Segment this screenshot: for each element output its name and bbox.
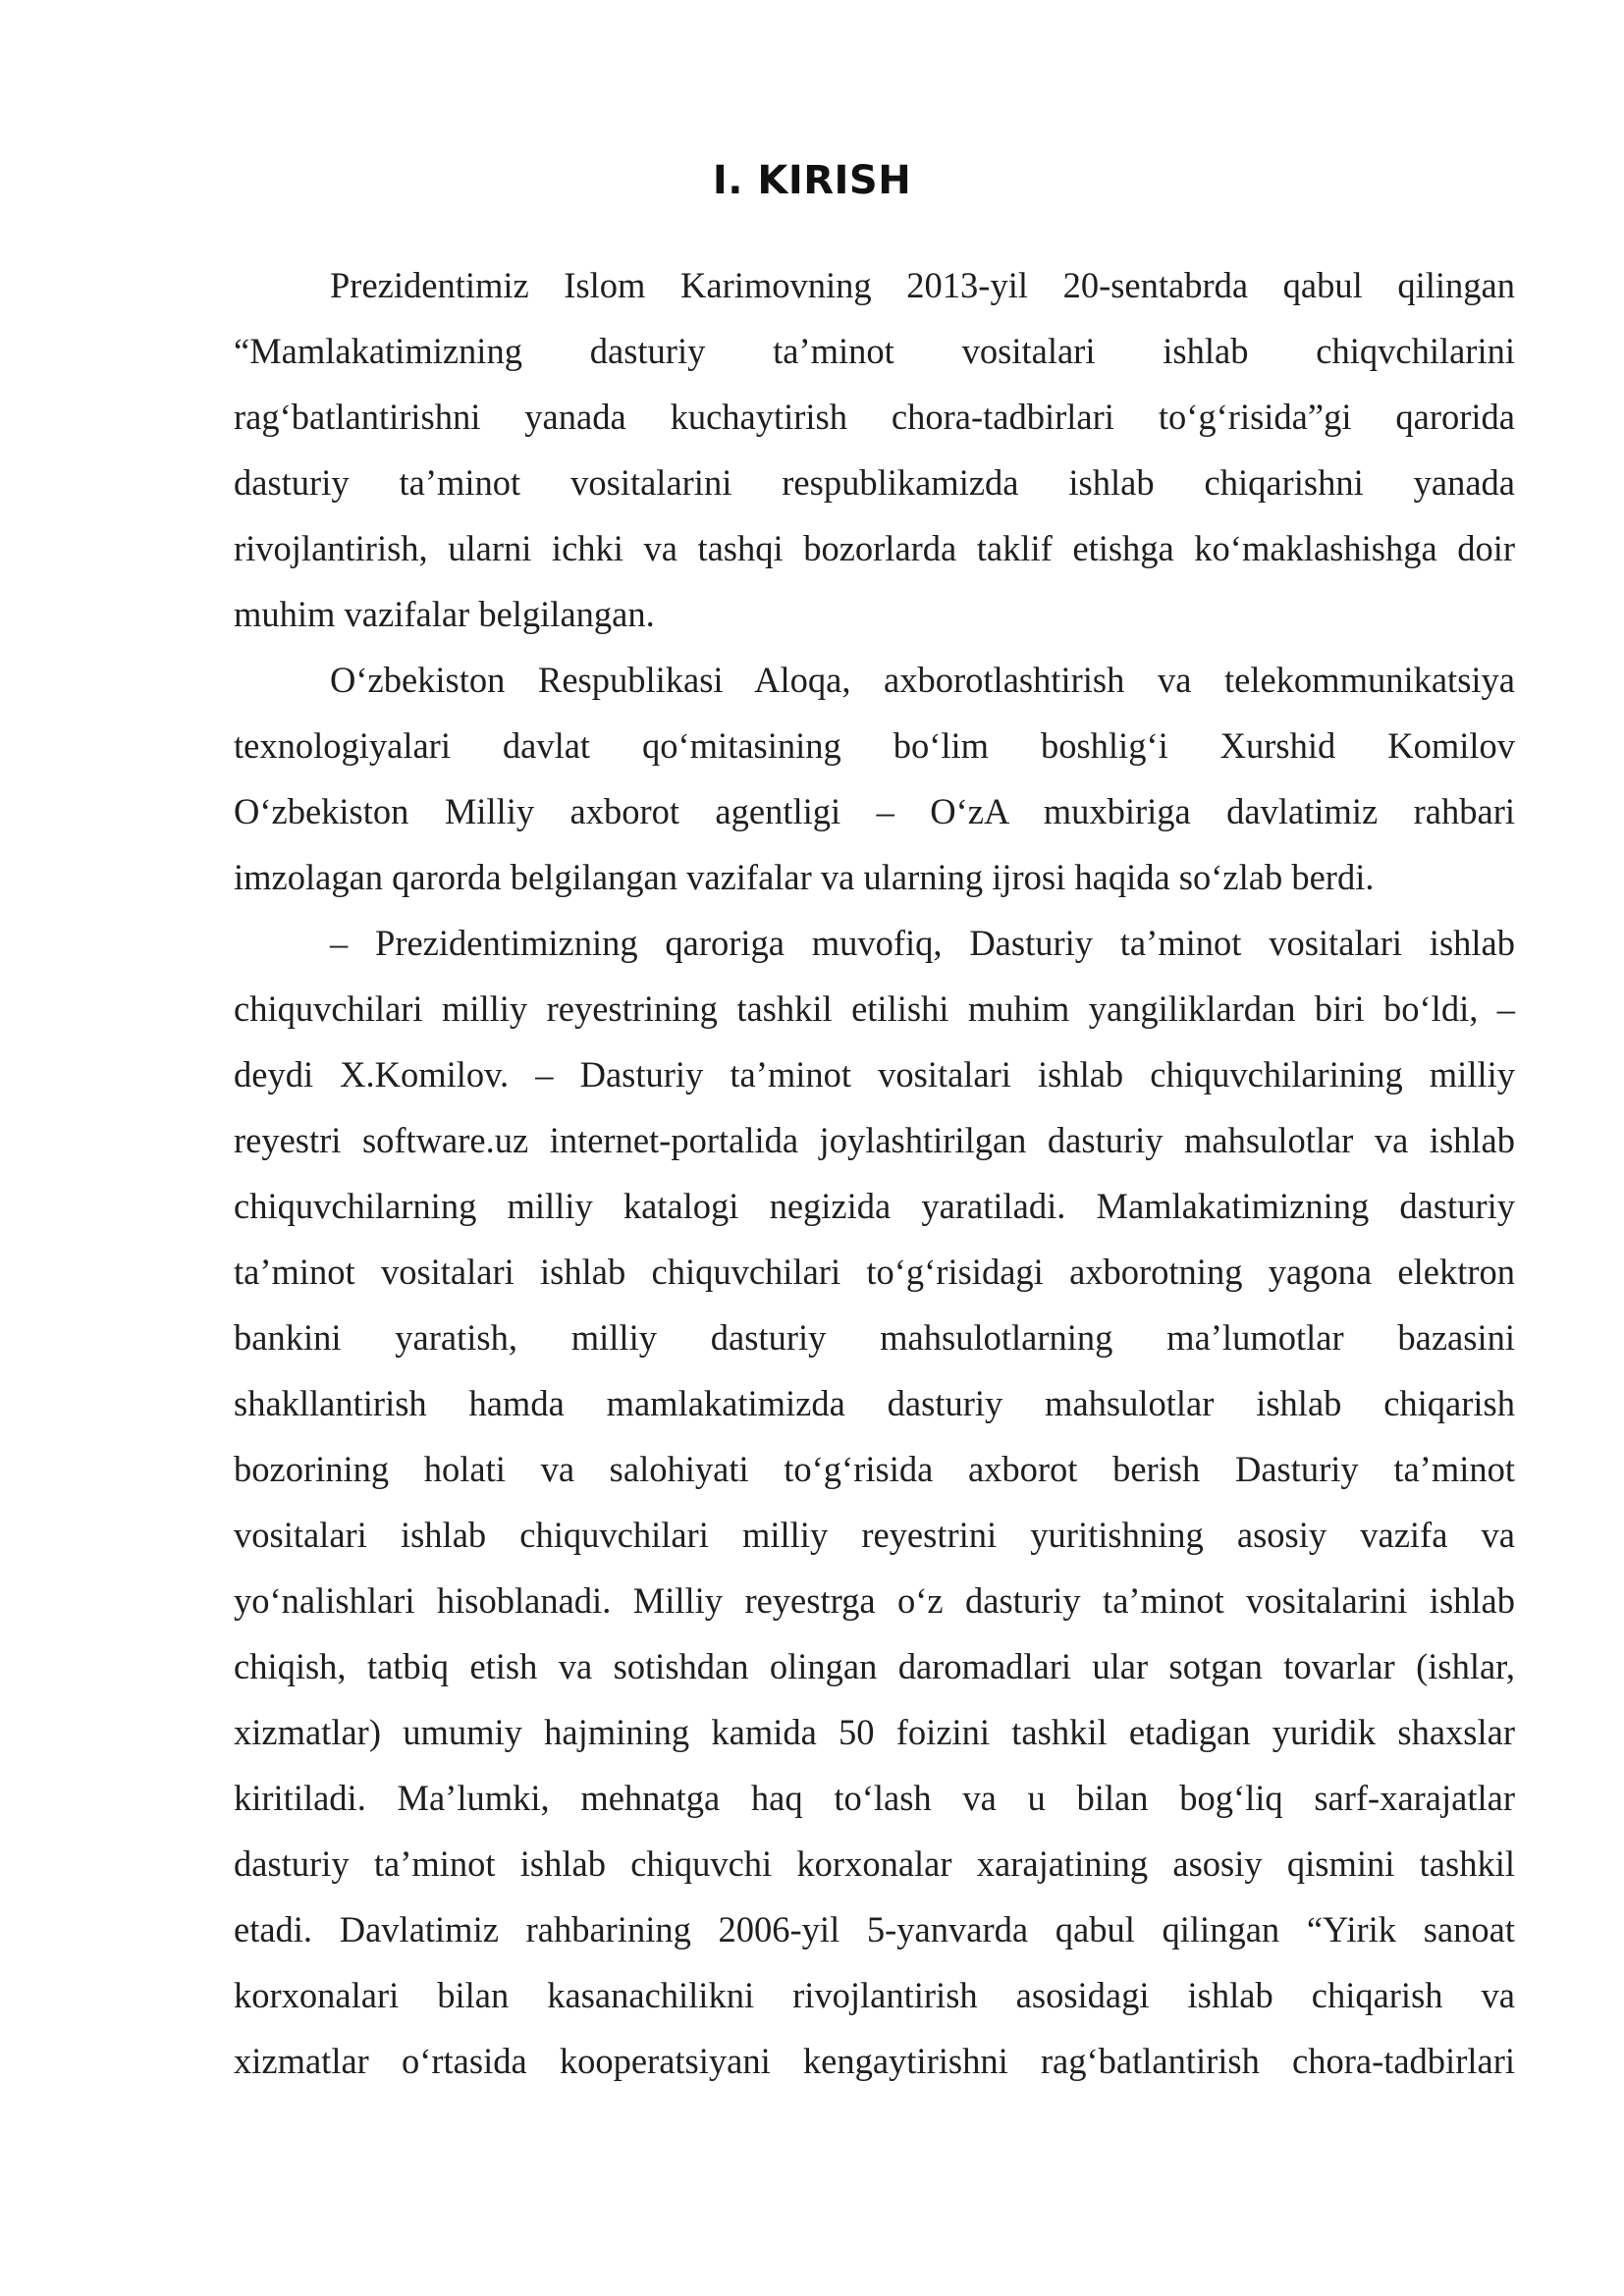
text-line: ta’minot vositalari ishlab chiquvchilari to‘g‘risidagi axborotning yagona elektron <box>234 1252 1515 1292</box>
text-line: rag‘batlantirishni yanada kuchaytirish chora-tadbirlari to‘g‘risida”gi qarorida <box>234 397 1515 437</box>
text-line: bankini yaratish, milliy dasturiy mahsulotlarning ma’lumotlar bazasini <box>234 1317 1515 1358</box>
text-line: imzolagan qarorda belgilangan vazifalar va ularning ijrosi haqida so‘zlab berdi. <box>234 857 1375 897</box>
text-line: O‘zbekiston Respublikasi Aloqa, axborotlashtirish va telekommunikatsiya <box>330 660 1515 700</box>
text-line: xizmatlar o‘rtasida kooperatsiyani kengaytirishni rag‘batlantirish chora-tadbirlari <box>234 2041 1515 2081</box>
text-line: kiritiladi. Ma’lumki, mehnatga haq to‘lash va u bilan bog‘liq sarf-xarajatlar <box>234 1778 1515 1818</box>
text-line: – Prezidentimizning qaroriga muvofiq, Dasturiy ta’minot vositalari ishlab <box>330 923 1515 963</box>
text-line: reyestri software.uz internet-portalida joylashtirilgan dasturiy mahsulotlar va ishlab <box>234 1120 1515 1160</box>
text-line: yo‘nalishlari hisoblanadi. Milliy reyestrga o‘z dasturiy ta’minot vositalarini ishlab <box>234 1580 1515 1621</box>
body-text <box>234 252 1515 2094</box>
text-line: chiqish, tatbiq etish va sotishdan olingan daromadlari ular sotgan tovarlar (ishlar, <box>234 1646 1515 1686</box>
text-line: dasturiy ta’minot ishlab chiquvchi korxonalar xarajatining asosiy qismini tashkil <box>234 1843 1515 1884</box>
text-line: dasturiy ta’minot vositalarini respublikamizda ishlab chiqarishni yanada <box>234 462 1515 503</box>
section-heading: I. KIRISH <box>712 158 912 203</box>
text-line: bozorining holati va salohiyati to‘g‘risida axborot berish Dasturiy ta’minot <box>234 1449 1515 1489</box>
text-line: rivojlantirish, ularni ichki va tashqi bozorlarda taklif etishga ko‘maklashishga doir <box>234 528 1515 568</box>
text-line: O‘zbekiston Milliy axborot agentligi – O‘zA muxbiriga davlatimiz rahbari <box>234 791 1515 831</box>
text-line: Prezidentimiz Islom Karimovning 2013-yil 20-sentabrda qabul qilingan <box>330 265 1515 305</box>
text-line: deydi X.Komilov. – Dasturiy ta’minot vositalari ishlab chiquvchilarining milliy <box>234 1054 1515 1095</box>
text-line: “Mamlakatimizning dasturiy ta’minot vositalari ishlab chiqvchilarini <box>234 331 1515 371</box>
text-line: chiquvchilari milliy reyestrining tashkil etilishi muhim yangiliklardan biri bo‘ldi, – <box>234 988 1515 1029</box>
text-line: etadi. Davlatimiz rahbarining 2006-yil 5-yanvarda qabul qilingan “Yirik sanoat <box>234 1909 1515 1949</box>
text-line: shakllantirish hamda mamlakatimizda dasturiy mahsulotlar ishlab chiqarish <box>234 1383 1515 1423</box>
text-line: xizmatlar) umumiy hajmining kamida 50 foizini tashkil etadigan yuridik shaxslar <box>234 1712 1515 1752</box>
text-line: vositalari ishlab chiquvchilari milliy reyestrini yuritishning asosiy vazifa va <box>234 1515 1515 1555</box>
text-line: chiquvchilarning milliy katalogi negizida yaratiladi. Mamlakatimizning dasturiy <box>234 1186 1515 1226</box>
text-line: korxonalari bilan kasanachilikni rivojlantirish asosidagi ishlab chiqarish va <box>234 1975 1515 2015</box>
text-line: muhim vazifalar belgilangan. <box>234 594 655 634</box>
text-line: texnologiyalari davlat qo‘mitasining bo‘lim boshlig‘i Xurshid Komilov <box>234 725 1515 766</box>
